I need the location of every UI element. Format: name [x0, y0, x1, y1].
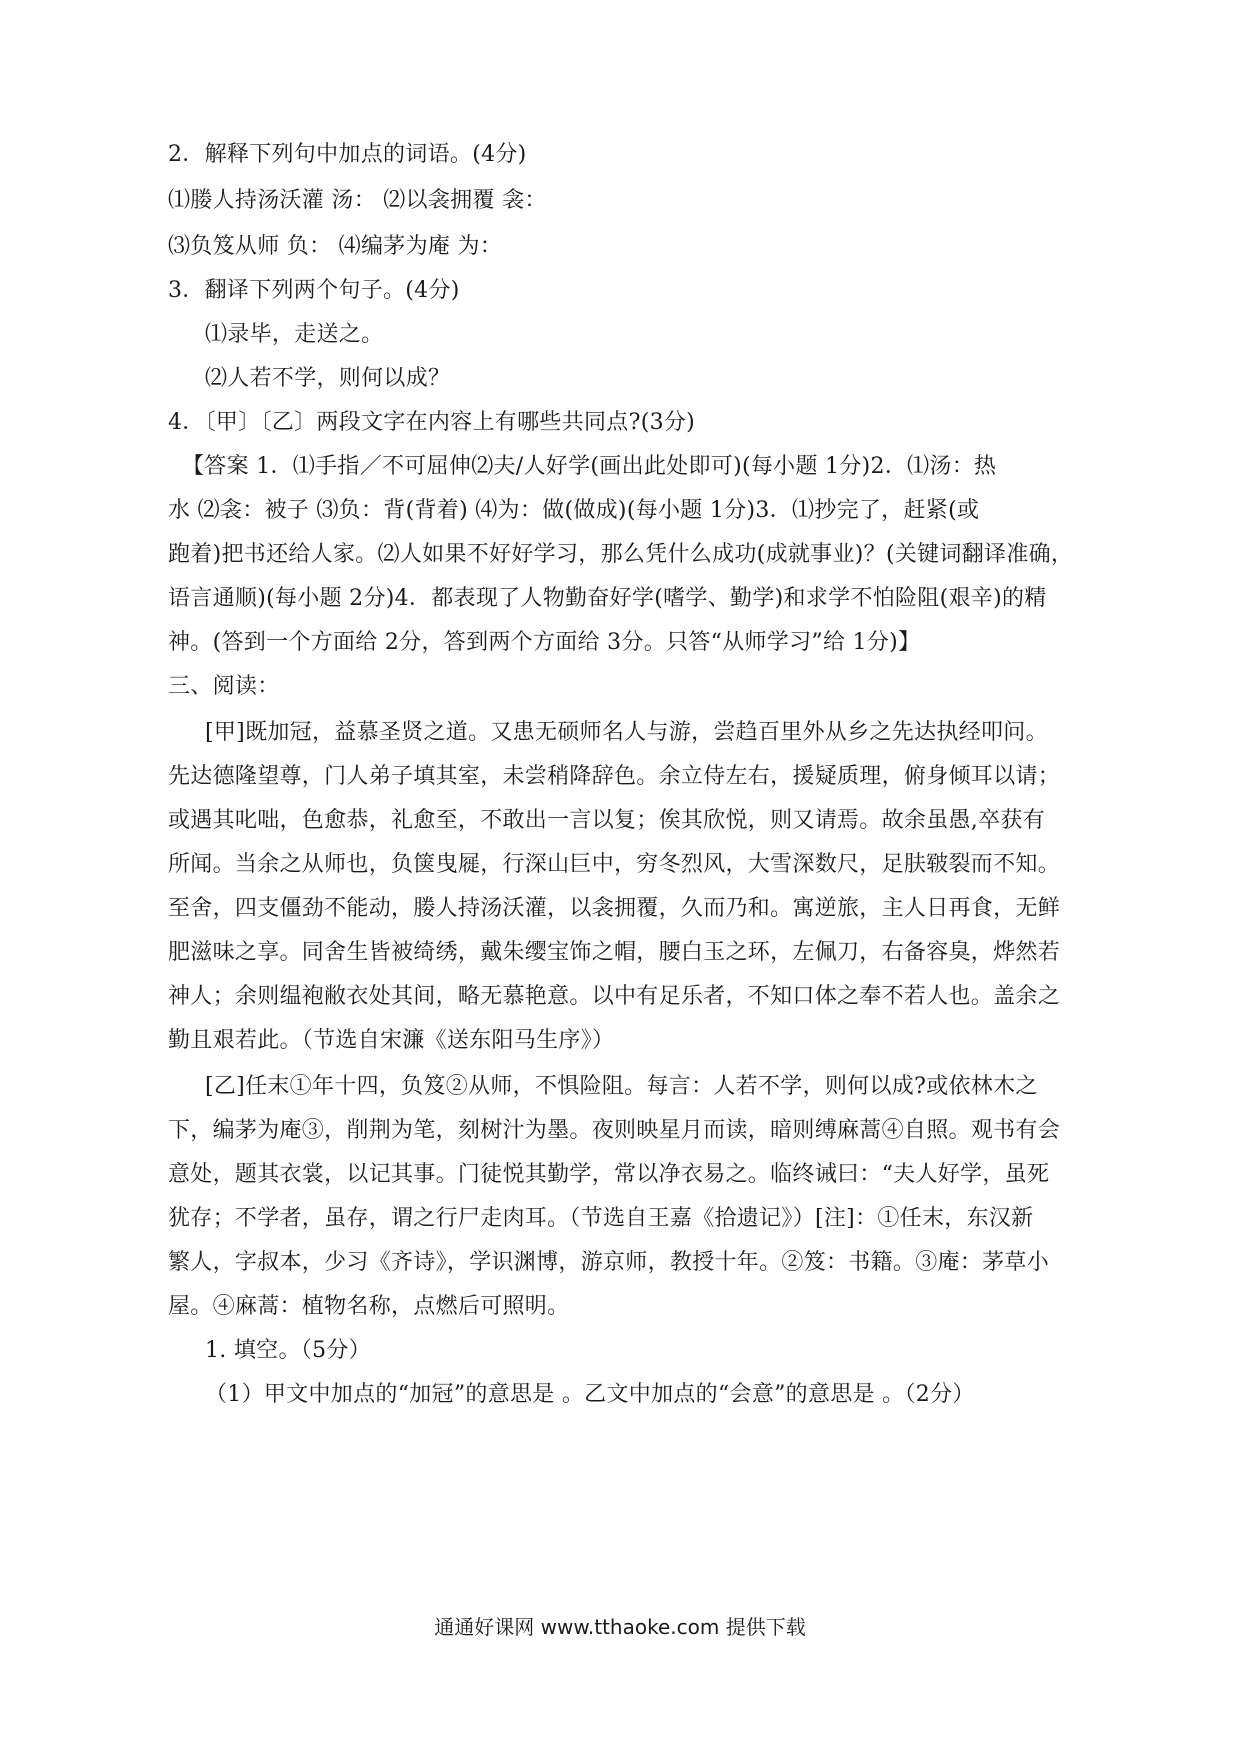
q2-line-1: ⑴媵人持汤沃灌 汤： ⑵以衾拥覆 衾： [168, 188, 547, 213]
answer-line: 水 ⑵衾：被子 ⑶负：背(背着) ⑷为：做(做成)(每小题 1分)3．⑴抄完了，赶紧(或 [168, 498, 980, 523]
passage-jia-line: 所闻。当余之从师也，负箧曳屣，行深山巨中，穷冬烈风，大雪深数尺，足肤皲裂而不知。 [168, 852, 1061, 877]
answer-line: 【答案 1．⑴手指／不可屈伸⑵夫/人好学(画出此处即可)(每小题 1分)2．⑴汤：热 [182, 454, 997, 479]
q3-title: 3．翻译下列两个句子。(4分) [168, 278, 460, 303]
passage-yi-line: 意处，题其衣裳，以记其事。门徒悦其勤学，常以净衣易之。临终诫曰：“夫人好学，虽死 [168, 1162, 1050, 1187]
q2-line-2: ⑶负笈从师 负： ⑷编茅为庵 为： [168, 234, 503, 259]
passage-jia-line: 肥滋味之享。同舍生皆被绮绣，戴朱缨宝饰之帽，腰白玉之环，左佩刀，右备容臭，烨然若 [168, 940, 1061, 965]
answer-line: 语言通顺)(每小题 2分)4．都表现了人物勤奋好学(嗜学、勤学)和求学不怕险阻(艰辛)的精 [168, 586, 1047, 611]
answer-line: 跑着)把书还给人家。⑵人如果不好好学习，那么凭什么成功(成就事业)？(关键词翻译准确， [168, 542, 1074, 567]
q4-title: 4．〔甲〕〔乙〕两段文字在内容上有哪些共同点?(3分) [168, 410, 696, 435]
answer-line: 神。(答到一个方面给 2分，答到两个方面给 3分。只答“从师学习”给 1分)】 [168, 630, 921, 655]
passage-yi-line: 繁人，字叔本，少习《齐诗》，学识渊博，游京师，教授十年。②笈：书籍。③庵：茅草小 [168, 1250, 1050, 1275]
passage-jia-line: [甲]既加冠，益慕圣贤之道。又患无硕师名人与游，尝趋百里外从乡之先达执经叩问。 [205, 720, 1048, 745]
q1-title: 1. 填空。（5分） [205, 1338, 371, 1363]
q3-sentence-2: ⑵人若不学，则何以成？ [205, 366, 451, 391]
passage-jia-line: 先达德隆望尊，门人弟子填其室，未尝稍降辞色。余立侍左右，援疑质理，俯身倾耳以请； [168, 764, 1061, 789]
passage-jia-line: 神人；余则缊袍敝衣处其间，略无慕艳意。以中有足乐者，不知口体之奉不若人也。盖余之 [168, 984, 1061, 1009]
q3-sentence-1: ⑴录毕，走送之。 [205, 322, 384, 347]
passage-jia-line: 或遇其叱咄，色愈恭，礼愈至，不敢出一言以复；俟其欣悦，则又请焉。故余虽愚,卒获有 [168, 808, 1045, 833]
passage-yi-line: 屋。④麻蒿：植物名称，点燃后可照明。 [168, 1294, 570, 1319]
q1-subquestion-1: （1）甲文中加点的“加冠”的意思是 。乙文中加点的“会意”的意思是 。（2分） [205, 1382, 975, 1407]
passage-yi-line: [乙]任末①年十四，负笈②从师，不惧险阻。每言：人若不学，则何以成?或依林木之 [205, 1074, 1038, 1099]
q2-title: 2．解释下列句中加点的词语。(4分) [168, 142, 527, 167]
passage-jia-line: 至舍，四支僵劲不能动，媵人持汤沃灌，以衾拥覆，久而乃和。寓逆旅，主人日再食，无鲜 [168, 896, 1061, 921]
passage-yi-line: 下，编茅为庵③，削荆为笔，刻树汁为墨。夜则映星月而读，暗则缚麻蒿④自照。观书有会 [168, 1118, 1061, 1143]
section-heading: 三、阅读： [168, 674, 280, 699]
passage-jia-line: 勤且艰若此。（节选自宋濂《送东阳马生序》） [168, 1028, 615, 1053]
passage-yi-line: 犹存；不学者，虽存，谓之行尸走肉耳。（节选自王嘉《拾遗记》）[注]：①任末，东汉新 [168, 1206, 1034, 1231]
footer-text: 通通好课网 www.tthaoke.com 提供下载 [434, 1615, 806, 1639]
